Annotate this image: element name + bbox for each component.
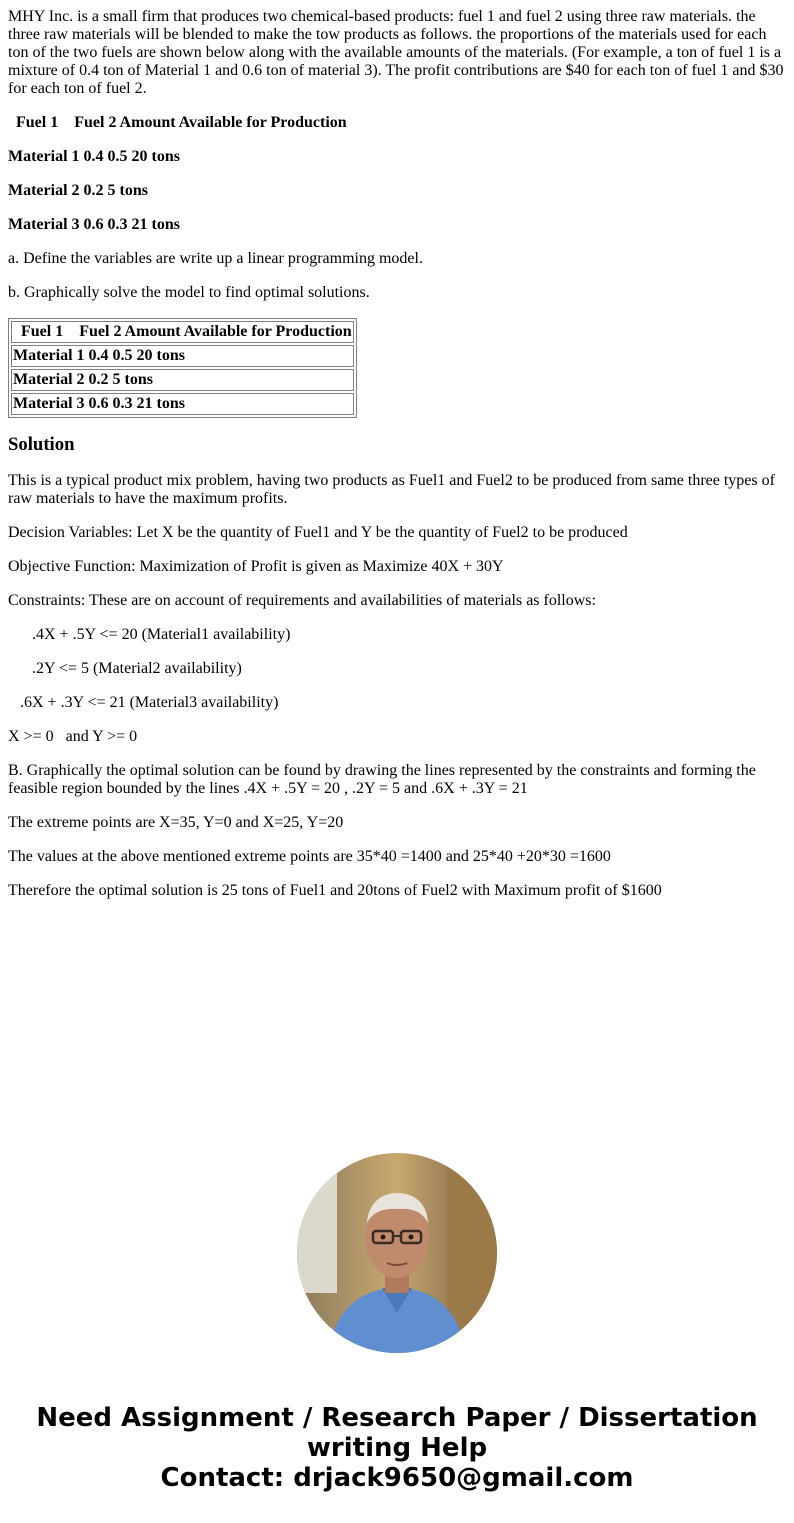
problem-material-1: Material 1 0.4 0.5 20 tons [8, 148, 180, 165]
constraint-line: .2Y <= 5 (Material2 availability) [8, 660, 242, 677]
problem-intro: MHY Inc. is a small firm that produces two chemical-based products: fuel 1 and fuel 2 using three raw materials. the three raw materials will be blended to make the tow products as follows. the proportions of the materials used for each ton of the two fuels are shown below along with the available amounts of the materials. (For example, a ton of fuel 1 is a mixture of 0.4 ton of Material 1 and 0.6 ton of material 3). The profit contributions are $40 for each ton of fuel 1 and $30 for each ton of fuel 2. [8, 8, 784, 97]
promo-contact: Contact: drjack9650@gmail.com [160, 1463, 634, 1493]
avatar [297, 1153, 497, 1353]
materials-table [8, 318, 357, 418]
problem-material-3: Material 3 0.6 0.3 21 tons [8, 216, 180, 233]
table-row [11, 369, 354, 391]
problem-material-2: Material 2 0.2 5 tons [8, 182, 148, 199]
promo-banner [0, 1403, 794, 1493]
solution-paragraph: Constraints: These are on account of requirements and availabilities of materials as follows: [8, 592, 596, 609]
solution-paragraph: The extreme points are X=35, Y=0 and X=25, Y=20 [8, 814, 344, 831]
table-cell: Material 1 0.4 0.5 20 tons [11, 345, 354, 367]
question-a: a. Define the variables are write up a linear programming model. [8, 250, 423, 267]
promo-line: Need Assignment / Research Paper / Dissertation [36, 1403, 758, 1433]
solution-paragraph: Objective Function: Maximization of Profit is given as Maximize 40X + 30Y [8, 558, 504, 575]
solution-paragraph: Therefore the optimal solution is 25 tons of Fuel1 and 20tons of Fuel2 with Maximum profit of $1600 [8, 882, 662, 899]
table-cell: Fuel 1 Fuel 2 Amount Available for Production [11, 321, 354, 343]
solution-paragraph: The values at the above mentioned extreme points are 35*40 =1400 and 25*40 +20*30 =1600 [8, 848, 611, 865]
table-row [11, 321, 354, 343]
table-row [11, 345, 354, 367]
solution-paragraph: This is a typical product mix problem, having two products as Fuel1 and Fuel2 to be produced from same three types of raw materials to have the maximum profits. [8, 472, 775, 507]
constraint-line: .4X + .5Y <= 20 (Material1 availability) [8, 626, 291, 643]
promo-line: writing Help [306, 1433, 488, 1463]
problem-header-line: Fuel 1 Fuel 2 Amount Available for Production [8, 114, 347, 131]
author-photo-icon [297, 1153, 497, 1353]
solution-paragraph: Decision Variables: Let X be the quantity of Fuel1 and Y be the quantity of Fuel2 to be produced [8, 524, 628, 541]
table-cell: Material 2 0.2 5 tons [11, 369, 354, 391]
solution-heading: Solution [8, 434, 75, 455]
constraint-line: .6X + .3Y <= 21 (Material3 availability) [8, 694, 279, 711]
table-cell: Material 3 0.6 0.3 21 tons [11, 393, 354, 415]
table-row [11, 393, 354, 415]
question-b: b. Graphically solve the model to find optimal solutions. [8, 284, 370, 301]
constraint-line: X >= 0 and Y >= 0 [8, 728, 138, 745]
solution-paragraph: B. Graphically the optimal solution can be found by drawing the lines represented by the constraints and forming the feasible region bounded by the lines .4X + .5Y = 20 , .2Y = 5 and .6X + .3Y = 21 [8, 762, 756, 797]
